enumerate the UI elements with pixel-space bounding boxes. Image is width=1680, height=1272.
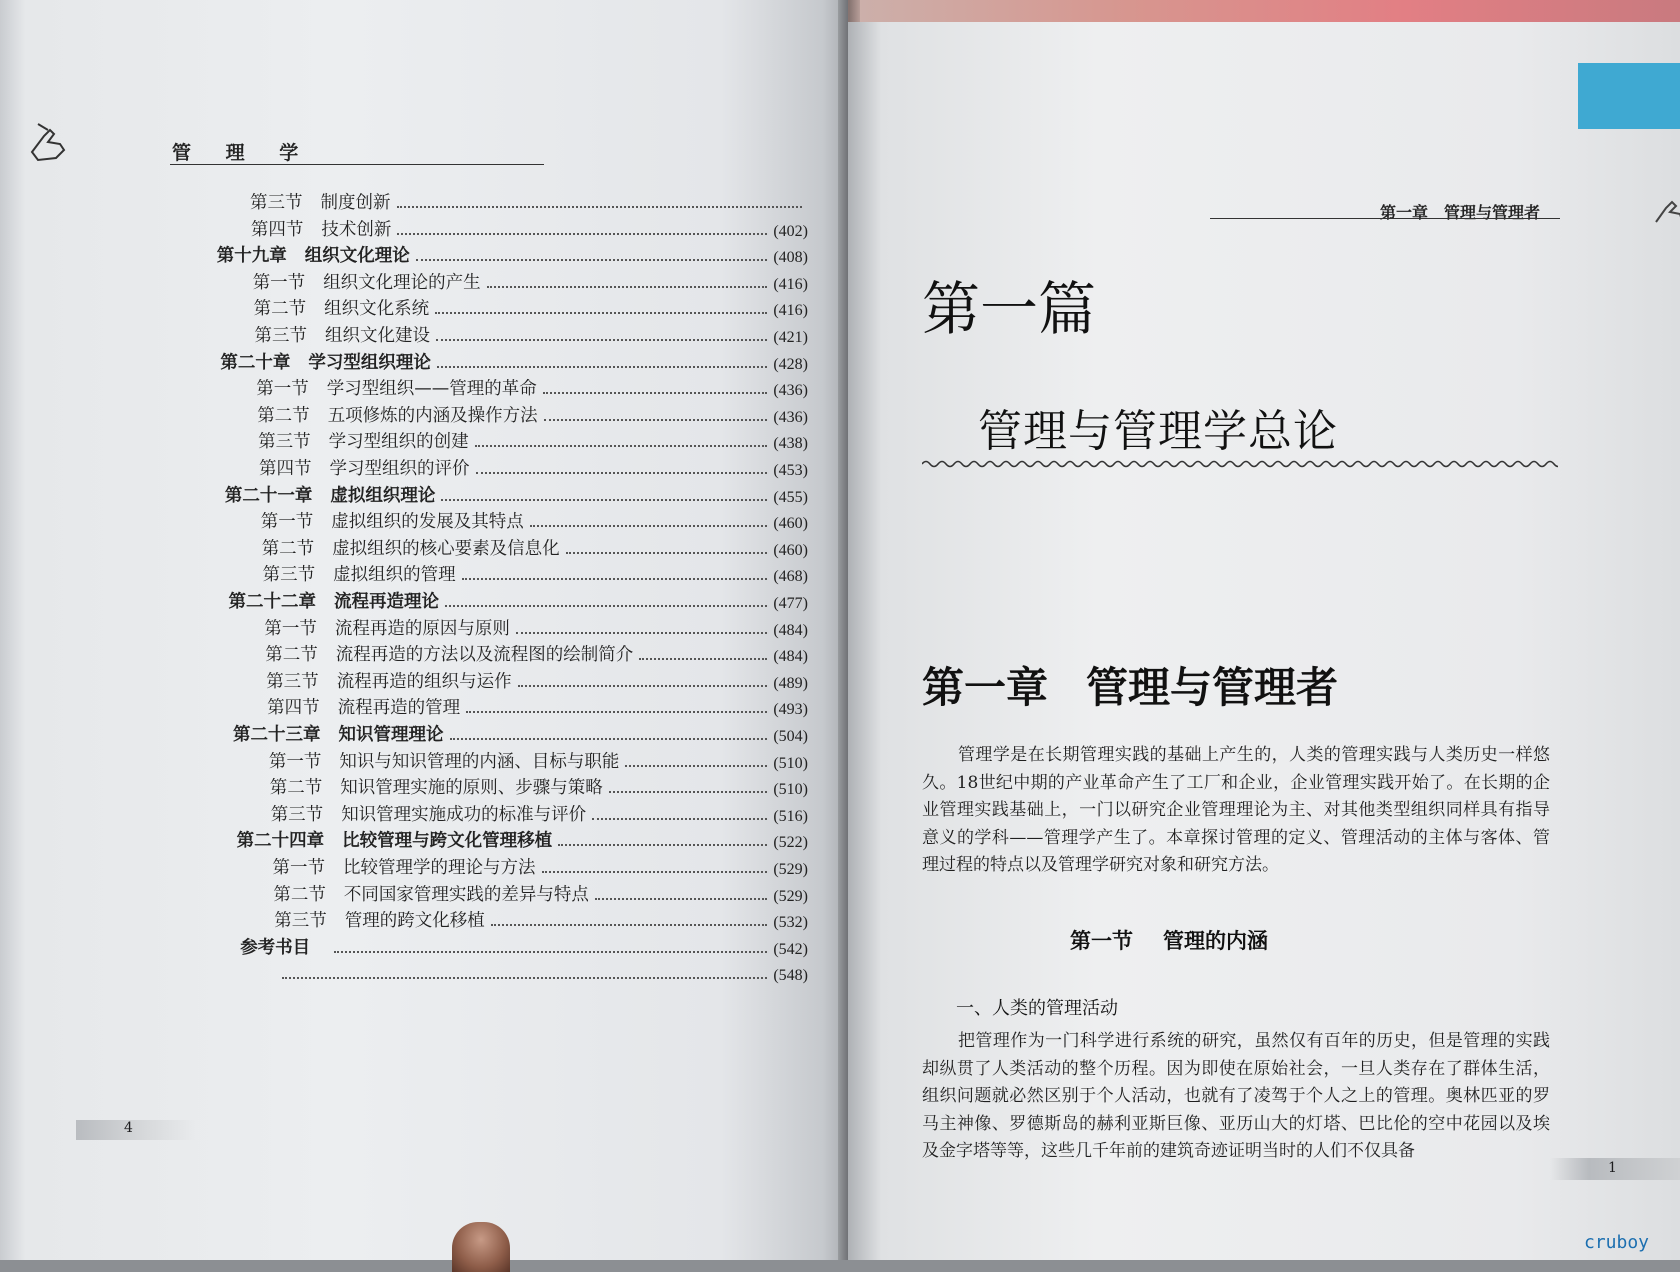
toc-section-entry (273, 880, 808, 906)
toc-entry-label: 第二节 (269, 778, 323, 799)
toc-entry-title: 流程再造的组织与运作 (336, 671, 512, 692)
toc-entry-page: (529) (773, 887, 808, 905)
toc-chapter-entry (225, 481, 808, 507)
toc-entry-page: (510) (773, 781, 808, 799)
toc-entry-title: 组织文化理论 (304, 246, 410, 267)
toc-section-entry (264, 614, 808, 640)
toc-entry-label: 第三节 (254, 326, 307, 346)
page-number-left (76, 1120, 196, 1140)
toc-entry-page: (532) (773, 914, 808, 932)
toc-leader-dots (282, 977, 767, 979)
toc-leader-dots (334, 951, 767, 953)
toc-section-entry (256, 374, 808, 400)
toc-entry-title: 知识管理理论 (338, 725, 444, 745)
toc-chapter-entry (240, 933, 808, 959)
page-number-right-text: 1 (1608, 1160, 1617, 1176)
section-name: 管理的内涵 (1163, 928, 1268, 953)
toc-leader-dots (466, 711, 767, 713)
toc-entry-page: (516) (773, 807, 808, 825)
toc-entry-title: 虚拟组织的发展及其特点 (331, 512, 524, 533)
toc-leader-dots (518, 685, 768, 687)
toc-leader-dots (544, 419, 768, 421)
toc-section-entry (261, 507, 808, 533)
toc-entry-label: 第一节 (272, 858, 325, 878)
toc-entry-page: (484) (773, 648, 808, 666)
toc-entry-label: 第三节 (250, 193, 303, 213)
toc-section-entry (276, 959, 808, 985)
toc-entry-page: (468) (773, 568, 808, 586)
toc-entry-page: (436) (773, 382, 808, 400)
toc-leader-dots (625, 765, 767, 767)
chapter-label: 第一章 (922, 663, 1049, 712)
toc-section-entry (254, 294, 808, 320)
toc-entry-title: 制度创新 (320, 193, 391, 213)
toc-entry-title: 流程再造理论 (334, 592, 439, 612)
toc-leader-dots (436, 339, 767, 341)
toc-leader-dots (450, 738, 768, 740)
toc-entry-title: 虚拟组织的核心要素及信息化 (332, 538, 560, 559)
toc-leader-dots (397, 206, 803, 208)
toc-entry-label: 第二十四章 (236, 831, 325, 852)
toc-leader-dots (592, 818, 767, 820)
toc-section-entry (273, 853, 809, 879)
toc-leader-dots (416, 259, 768, 261)
toc-entry-title: 管理的跨文化移植 (344, 911, 485, 932)
toc-entry-page: (402) (773, 222, 808, 240)
toc-section-entry (265, 640, 808, 666)
toc-entry-label: 第四节 (259, 459, 312, 479)
toc-entry-page: (455) (773, 488, 808, 506)
toc-leader-dots (475, 445, 768, 447)
toc-entry-label: 第三节 (262, 565, 316, 586)
toc-entry-title: 知识管理实施成功的标准与评价 (341, 804, 587, 825)
toc-leader-dots (476, 472, 768, 474)
toc-section-entry (274, 906, 808, 932)
toc-entry-page: (542) (773, 940, 808, 958)
toc-entry-label: 第三节 (274, 911, 327, 932)
toc-entry-label: 第一节 (252, 272, 306, 293)
toc-entry-page: (489) (773, 674, 808, 692)
color-tab (1578, 63, 1680, 129)
toc-section-entry (269, 747, 808, 773)
toc-entry-label: 第二节 (265, 645, 318, 666)
toc-entry-label: 第十九章 (216, 246, 287, 267)
toc-entry-page: (428) (773, 355, 808, 373)
toc-entry-page: (460) (773, 541, 808, 559)
header-rule (170, 164, 544, 165)
subsection-title: 一、人类的管理活动 (956, 998, 1118, 1019)
toc-entry-page: (522) (773, 834, 808, 852)
toc-entry-label: 第二十三章 (233, 725, 321, 745)
toc-entry-page: (477) (773, 595, 808, 612)
section-title (1070, 925, 1268, 955)
toc-leader-dots (609, 791, 768, 793)
running-header-rule (1210, 218, 1560, 219)
toc-section-entry (258, 427, 808, 453)
toc-section-entry (271, 800, 808, 826)
toc-entry-page: (484) (773, 621, 808, 639)
toc-entry-title: 流程再造的管理 (337, 698, 461, 719)
toc-entry-title: 比较管理与跨文化管理移植 (342, 831, 553, 852)
intro-paragraph: 管理学是在长期管理实践的基础上产生的，人类的管理实践与人类历史一样悠久。18世纪中期的产业革命产生了工厂和企业，企业管理实践开始了。在长期的企业管理实践基础上，一门以研究企业管理理论为主、对其他类型组织同样具有指导意义的学科——管理学产生了。本章探讨管理的定义、管理活动的主体与客体、管理过程的特点以及管理学研究对象和研究方法。 (922, 745, 1550, 875)
toc-chapter-entry (237, 826, 808, 852)
toc-entry-title: 知识管理实施的原则、步骤与策略 (340, 778, 603, 799)
toc-entry-title: 比较管理学的理论与方法 (343, 858, 536, 878)
section-label: 第一节 (1070, 928, 1133, 953)
chapter-title (922, 655, 1338, 715)
toc-leader-dots (558, 844, 767, 846)
part-subtitle: 管理与管理学总论 (978, 406, 1338, 457)
toc-entry-page: (438) (773, 435, 808, 453)
toc-section-entry (262, 534, 808, 560)
toc-entry-label: 第三节 (266, 671, 319, 692)
toc-chapter-entry (217, 241, 808, 267)
toc-leader-dots (437, 366, 767, 368)
toc-entry-page: (493) (773, 701, 808, 719)
toc-entry-label: 第一节 (260, 512, 314, 533)
toc-entry-page: (408) (773, 249, 808, 267)
book-title: 管 理 学 (172, 142, 313, 164)
toc-entry-page: (416) (773, 275, 808, 293)
toc-section-entry (263, 560, 808, 586)
toc-section-entry (255, 321, 809, 347)
toc-leader-dots (530, 525, 768, 527)
toc-entry-label: 第四节 (250, 219, 304, 240)
toc-entry-title: 知识与知识管理的内涵、目标与职能 (339, 751, 620, 772)
toc-entry-page: (504) (773, 728, 808, 745)
toc-chapter-entry (220, 348, 808, 374)
toc-chapter-entry (233, 720, 808, 746)
page-number-left-text: 4 (124, 1120, 133, 1136)
toc-entry-label: 第三节 (270, 804, 324, 825)
toc-entry-title: 组织文化建设 (325, 326, 430, 346)
toc-section-entry (250, 188, 808, 214)
toc-entry-page: (416) (773, 302, 808, 320)
toc-chapter-entry (229, 587, 809, 613)
toc-entry-page: (421) (773, 329, 808, 346)
toc-leader-dots (435, 312, 767, 314)
toc-entry-page: (436) (773, 408, 808, 426)
toc-entry-title: 技术创新 (321, 219, 392, 240)
toc-leader-dots (445, 605, 767, 607)
toc-entry-label: 第一节 (264, 618, 317, 639)
toc-entry-title: 虚拟组织理论 (330, 485, 436, 506)
toc-section-entry (270, 773, 808, 799)
toc-entry-page: (529) (773, 861, 808, 878)
toc-entry-title: 学习型组织的评价 (329, 459, 470, 479)
toc-entry-title: 组织文化系统 (324, 299, 430, 320)
toc-leader-dots (516, 632, 767, 634)
toc-entry-title: 学习型组织——管理的革命 (326, 379, 537, 400)
wavy-divider (922, 458, 1558, 470)
toc-entry-page: (548) (773, 967, 808, 985)
chapter-name: 管理与管理者 (1086, 663, 1339, 712)
toc-leader-dots (542, 871, 768, 873)
toc-entry-label: 第一节 (256, 379, 309, 400)
toc-entry-title: 流程再造的原因与原则 (334, 618, 510, 639)
toc-entry-title: 学习型组织的创建 (328, 432, 469, 453)
running-header: 第一章 管理与管理者 (1380, 203, 1541, 222)
toc-section-entry (267, 693, 808, 719)
page-number-right (1550, 1158, 1680, 1180)
toc-entry-title: 流程再造的方法以及流程图的绘制简介 (335, 645, 634, 666)
toc-entry-page: (510) (773, 754, 808, 772)
thumb (452, 1222, 510, 1272)
toc-entry-label: 第二十章 (220, 352, 291, 373)
toc-entry-label: 第四节 (267, 698, 320, 719)
toc-section-entry (253, 268, 808, 294)
part-title: 第一篇 (922, 275, 1097, 343)
toc-entry-label: 第二节 (257, 405, 310, 426)
toc-leader-dots (487, 286, 768, 288)
toc-leader-dots (397, 233, 767, 235)
hand-writing-icon (26, 122, 70, 166)
toc-entry-title: 虚拟组织的管理 (333, 565, 456, 586)
toc-leader-dots (491, 924, 768, 926)
toc-section-entry (251, 215, 808, 241)
toc-leader-dots (543, 392, 768, 394)
toc-entry-label: 第三节 (258, 432, 311, 453)
toc-entry-label: 第二节 (253, 299, 307, 320)
toc-entry-label: 第一节 (268, 751, 322, 772)
toc-entry-title: 学习型组织理论 (308, 352, 431, 373)
toc-leader-dots (639, 658, 767, 660)
toc-entry-page: (453) (773, 462, 808, 479)
hand-writing-icon (1652, 196, 1680, 232)
toc-entry-title: 组织文化理论的产生 (323, 272, 481, 293)
body-paragraph: 把管理作为一门科学进行系统的研究，虽然仅有百年的历史，但是管理的实践却纵贯了人类活动的整个历程。因为即使在原始社会，一旦人类存在了群体生活，组织问题就必然区别于个人活动，也就有了凌驾于个人之上的管理。奥林匹亚的罗马主神像、罗德斯岛的赫利亚斯巨像、亚历山大的灯塔、巴比伦的空中花园以及埃及金字塔等等，这些几千年前的建筑奇迹证明当时的人们不仅具备 (922, 1031, 1550, 1161)
toc-leader-dots (441, 499, 767, 501)
toc-entry-label: 第二节 (261, 538, 315, 559)
toc-entry-label: 第二十二章 (228, 592, 316, 612)
toc-section-entry (259, 454, 808, 480)
toc-leader-dots (595, 898, 767, 900)
toc-entry-title: 不同国家管理实践的差异与特点 (343, 884, 589, 905)
toc-section-entry (257, 401, 808, 427)
toc-entry-page: (460) (773, 515, 808, 533)
toc-leader-dots (462, 578, 768, 580)
toc-entry-label: 第二节 (273, 884, 326, 905)
toc-section-entry (266, 667, 808, 693)
toc-entry-title: 五项修炼的内涵及操作方法 (327, 405, 538, 426)
toc-entry-label: 第二十一章 (224, 485, 313, 506)
watermark: cruboy (1584, 1232, 1650, 1253)
toc-leader-dots (566, 552, 768, 554)
toc-entry-label: 参考书目 (240, 937, 311, 958)
